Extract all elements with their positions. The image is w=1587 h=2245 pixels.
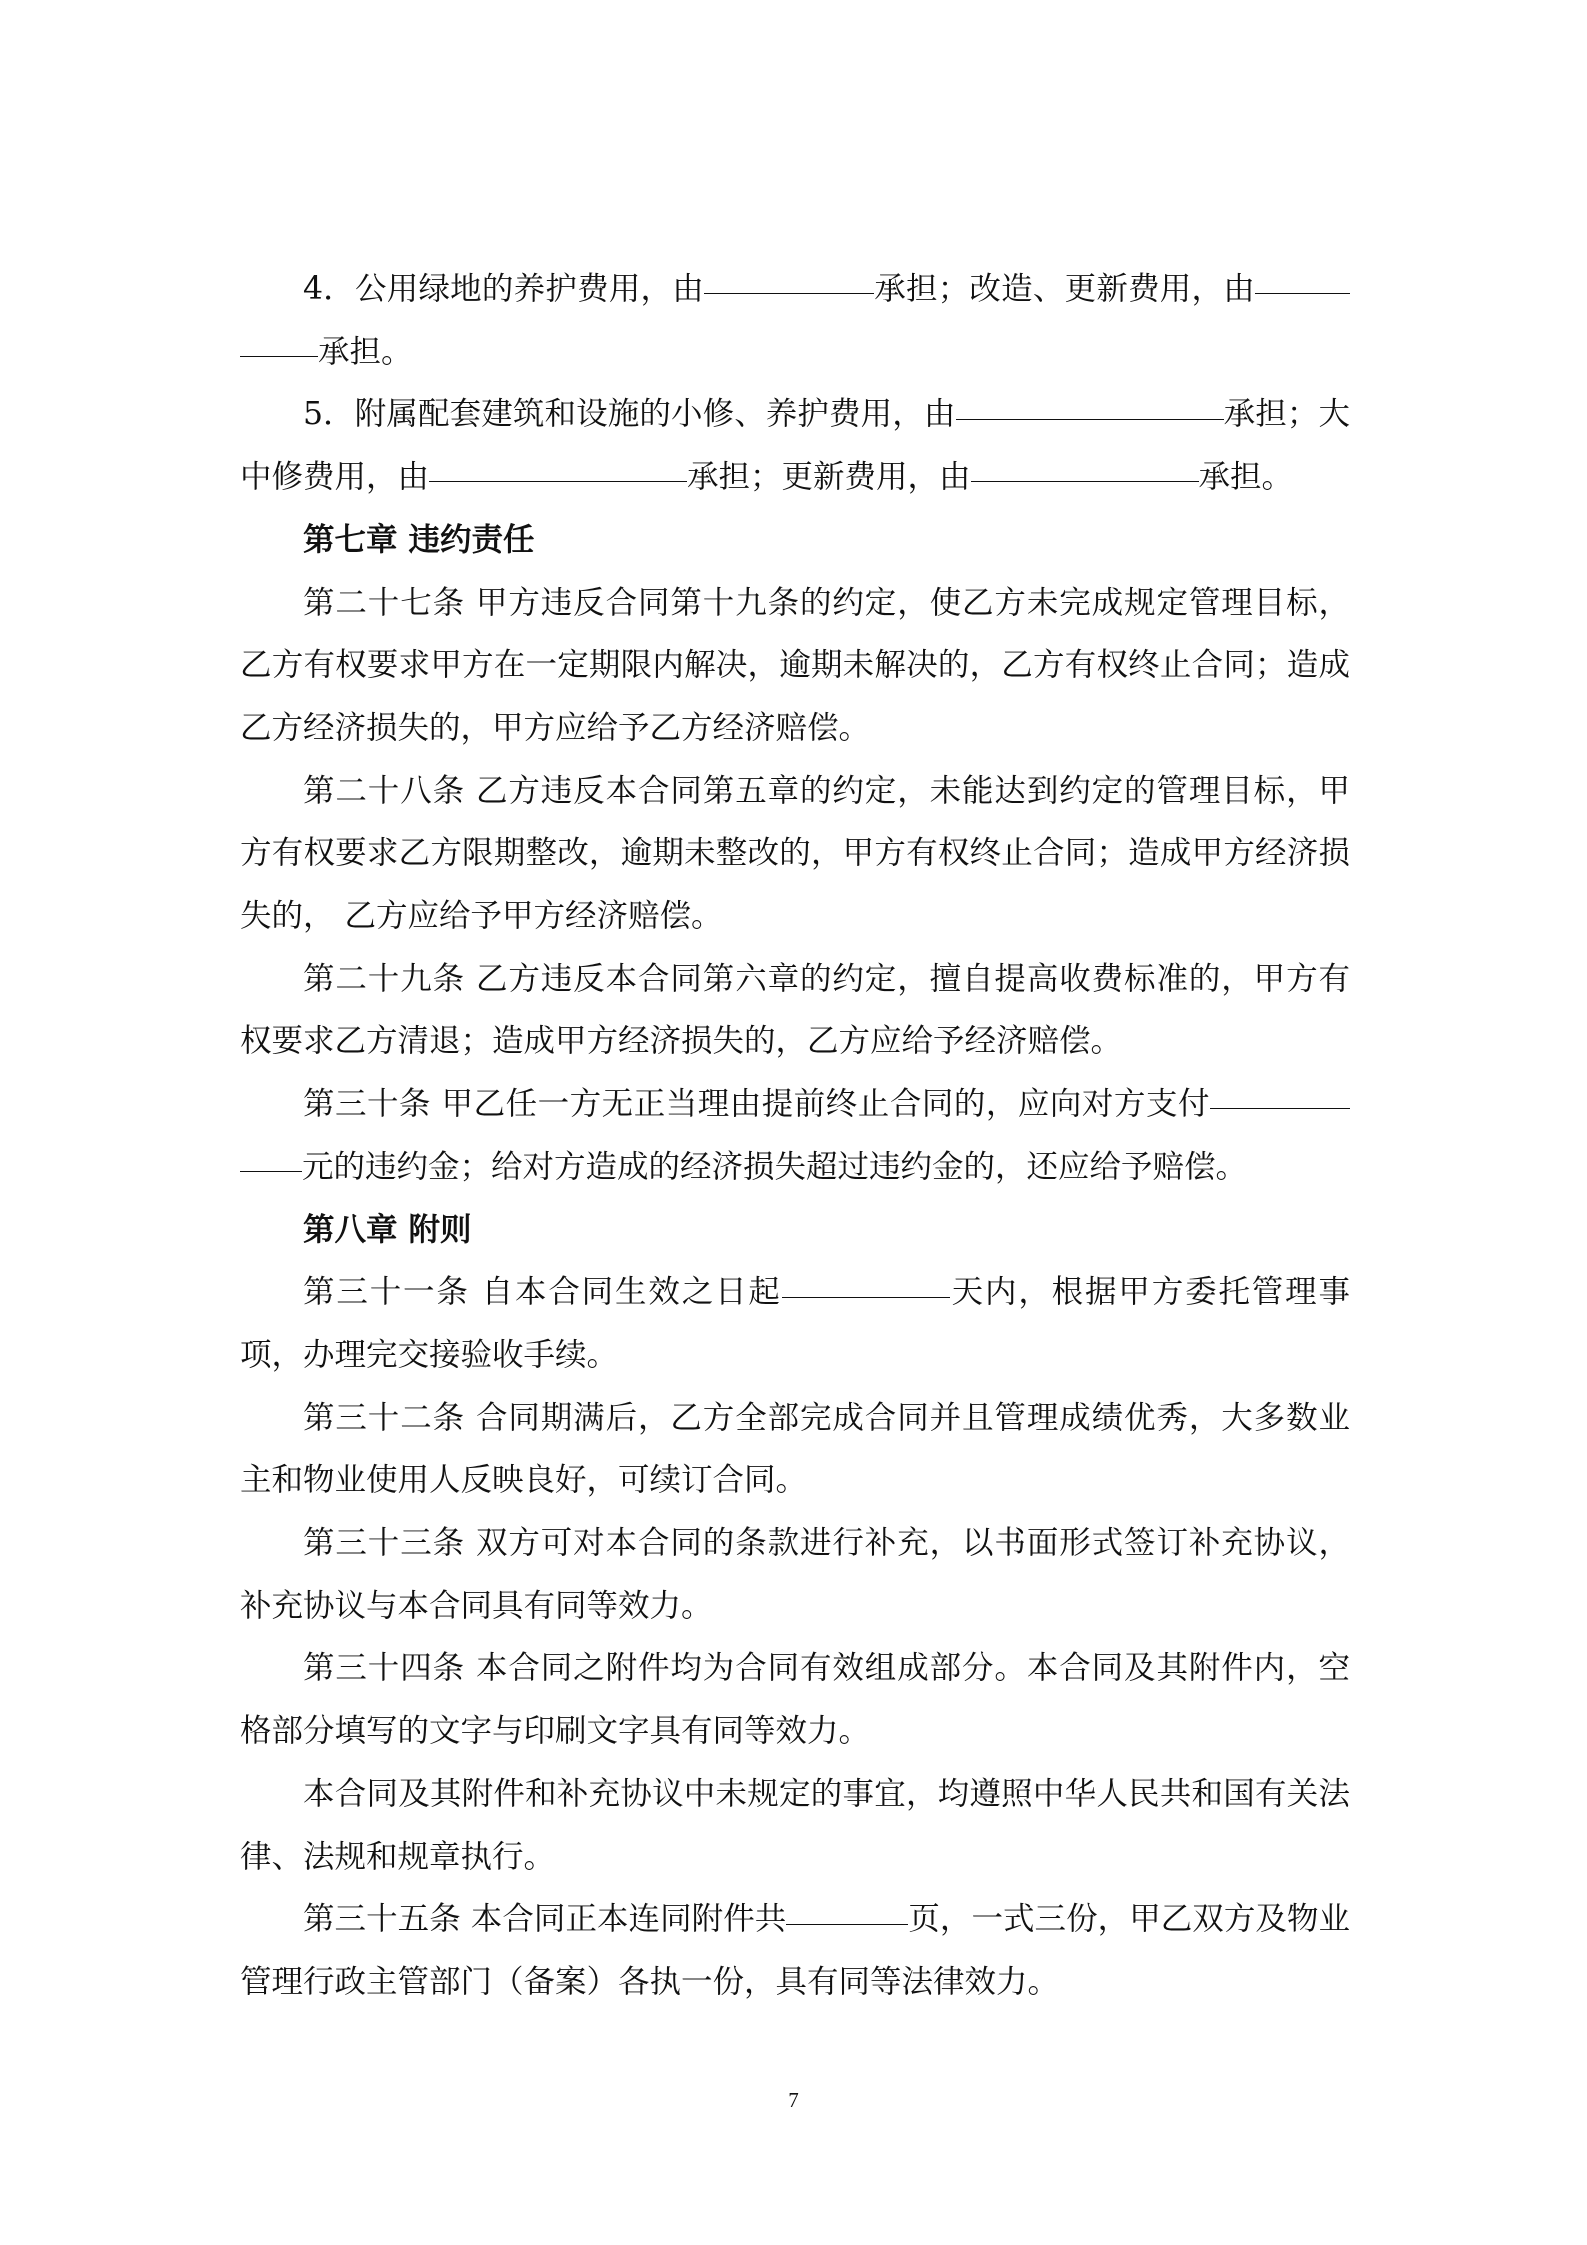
chapter-heading [240,509,1350,572]
clause-paragraph [240,1637,1350,1762]
contract-body [240,258,1350,2014]
paragraph-text: 承担；更新费用，由 [687,459,971,496]
paragraph-text: 天内，根据甲方委托管理事项，办理完交接验收手续。 [240,1274,1350,1373]
clause-paragraph [240,1512,1350,1637]
clause-paragraph [240,1888,1350,2013]
paragraph-text: 第三十一条 自本合同生效之日起 [303,1274,782,1311]
paragraph-text: 第二十八条 乙方违反本合同第五章的约定，未能达到约定的管理目标，甲方有权要求乙方限期整改，逾期未整改的，甲方有权终止合同；造成甲方经济损失的， 乙方应给予甲方经济赔偿。 [240,772,1350,935]
fill-in-blank [240,355,318,357]
fill-in-blank [240,1170,302,1172]
paragraph-text: 本合同及其附件和补充协议中未规定的事宜，均遵照中华人民共和国有关法律、法规和规章执行。 [240,1775,1350,1875]
clause-paragraph [240,572,1350,760]
chapter-heading [240,1199,1350,1262]
clause-paragraph [240,383,1350,508]
paragraph-text: 第三十条 甲乙任一方无正当理由提前终止合同的，应向对方支付 [303,1086,1210,1123]
paragraph-text: 第七章 违约责任 [303,520,535,558]
paragraph-text: 元的违约金；给对方造成的经济损失超过违约金的，还应给予赔偿。 [302,1148,1248,1185]
fill-in-blank [956,418,1224,420]
paragraph-text: 承担；改造、更新费用，由 [874,271,1255,307]
paragraph-text: 4．公用绿地的养护费用，由 [303,271,705,307]
clause-paragraph [240,1763,1350,1888]
clause-paragraph [240,1073,1350,1198]
clause-paragraph [240,1387,1350,1512]
fill-in-blank [429,480,687,482]
paragraph-text: 页，一式三份，甲乙双方及物业管理行政主管部门（备案）各执一份，具有同等法律效力。 [240,1901,1350,2000]
fill-in-blank [782,1296,950,1298]
paragraph-text: 承担。 [1198,459,1294,496]
fill-in-blank [971,480,1199,482]
paragraph-text: 承担；大中修费用，由 [240,396,1350,496]
fill-in-blank [704,292,874,294]
clause-paragraph [240,760,1350,948]
paragraph-text: 5．附属配套建筑和设施的小修、养护费用，由 [303,396,956,433]
paragraph-text: 第三十四条 本合同之附件均为合同有效组成部分。本合同及其附件内，空格部分填写的文字与印刷文字具有同等效力。 [240,1650,1350,1750]
paragraph-text: 第三十三条 双方可对本合同的条款进行补充，以书面形式签订补充协议，补充协议与本合同具有同等效力。 [240,1525,1350,1624]
paragraph-text: 第八章 附则 [303,1210,472,1248]
fill-in-blank [786,1923,908,1925]
paragraph-text: 承担。 [318,333,413,370]
page-number: 7 [788,2088,799,2112]
paragraph-text: 第二十九条 乙方违反本合同第六章的约定，擅自提高收费标准的，甲方有权要求乙方清退；造成甲方经济损失的，乙方应给予经济赔偿。 [240,960,1350,1060]
fill-in-blank [1255,292,1350,294]
fill-in-blank [1210,1107,1350,1109]
clause-paragraph [240,948,1350,1073]
paragraph-text: 第二十七条 甲方违反合同第十九条的约定，使乙方未完成规定管理目标，乙方有权要求甲方在一定期限内解决，逾期未解决的，乙方有权终止合同；造成乙方经济损失的，甲方应给予乙方经济赔偿。 [240,584,1350,746]
clause-paragraph [240,258,1350,383]
clause-paragraph [240,1261,1350,1386]
paragraph-text: 第三十五条 本合同正本连同附件共 [303,1901,787,1938]
paragraph-text: 第三十二条 合同期满后，乙方全部完成合同并且管理成绩优秀，大多数业主和物业使用人反映良好，可续订合同。 [240,1399,1350,1499]
